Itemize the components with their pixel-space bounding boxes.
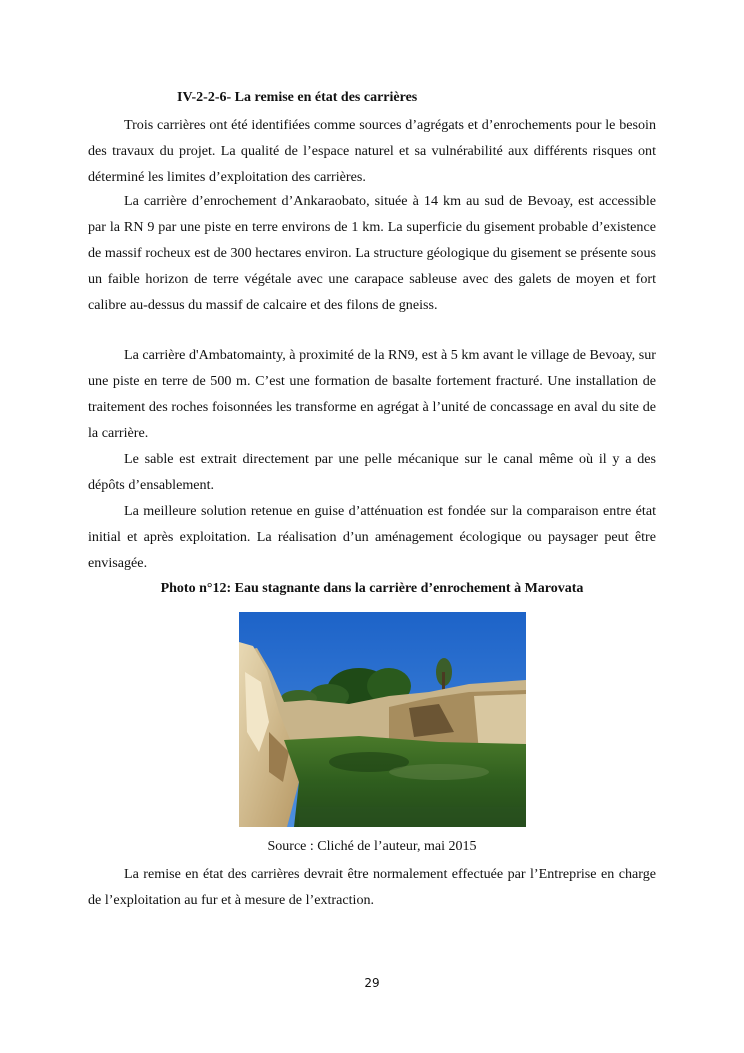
paragraph-ankaraobato: La carrière d’enrochement d’Ankaraobato, située à 14 km au sud de Bevoay, est accessible par la RN 9 par une piste en terre environs de 1 km. La superficie du gisement probable d’existence de massif rocheux est de 300 hectares environ. La structure géologique du gisement se présente sous un faible horizon de terre végétale avec une carapace sableuse avec des galets de moyen et fort calibre au-dessus du massif de calcaire et des filons de gneiss. xyxy=(88,193,656,313)
paragraph-quarries-intro: Trois carrières ont été identifiées comme sources d’agrégats et d’enrochements pour le besoin des travaux du projet. La qualité de l’espace naturel et sa vulnérabilité aux différents risques ont déterminé les limites d’exploitation des carrières. xyxy=(88,117,656,185)
paragraph-sand-extraction: Le sable est extrait directement par une pelle mécanique sur le canal même où il y a des dépôts d’ensablement. xyxy=(88,451,656,493)
photo-caption: Photo n°12: Eau stagnante dans la carrière d’enrochement à Marovata xyxy=(160,581,584,596)
paragraph-closing: La remise en état des carrières devrait être normalement effectuée par l’Entreprise en charge de l’exploitation au fur et à mesure de l’extraction. xyxy=(88,866,656,908)
section-heading: IV-2-2-6- La remise en état des carrières xyxy=(177,90,418,105)
paragraph-ambatomainty: La carrière d'Ambatomainty, à proximité de la RN9, est à 5 km avant le village de Bevoay, sur une piste en terre de 500 m. C’est une formation de basalte fortement fracturé. Une installation de traitement des roches foisonnées les transforme en agrégat à l’unité de concassage en aval du site de la carrière. xyxy=(88,347,656,441)
page-number: 29 xyxy=(364,976,380,990)
photo-source: Source : Cliché de l’auteur, mai 2015 xyxy=(267,839,477,854)
paragraph-mitigation: La meilleure solution retenue en guise d’atténuation est fondée sur la comparaison entre état initial et après exploitation. La réalisation d’un aménagement écologique ou paysager peut être envisagée. xyxy=(88,503,656,571)
quarry-photo xyxy=(239,612,526,827)
